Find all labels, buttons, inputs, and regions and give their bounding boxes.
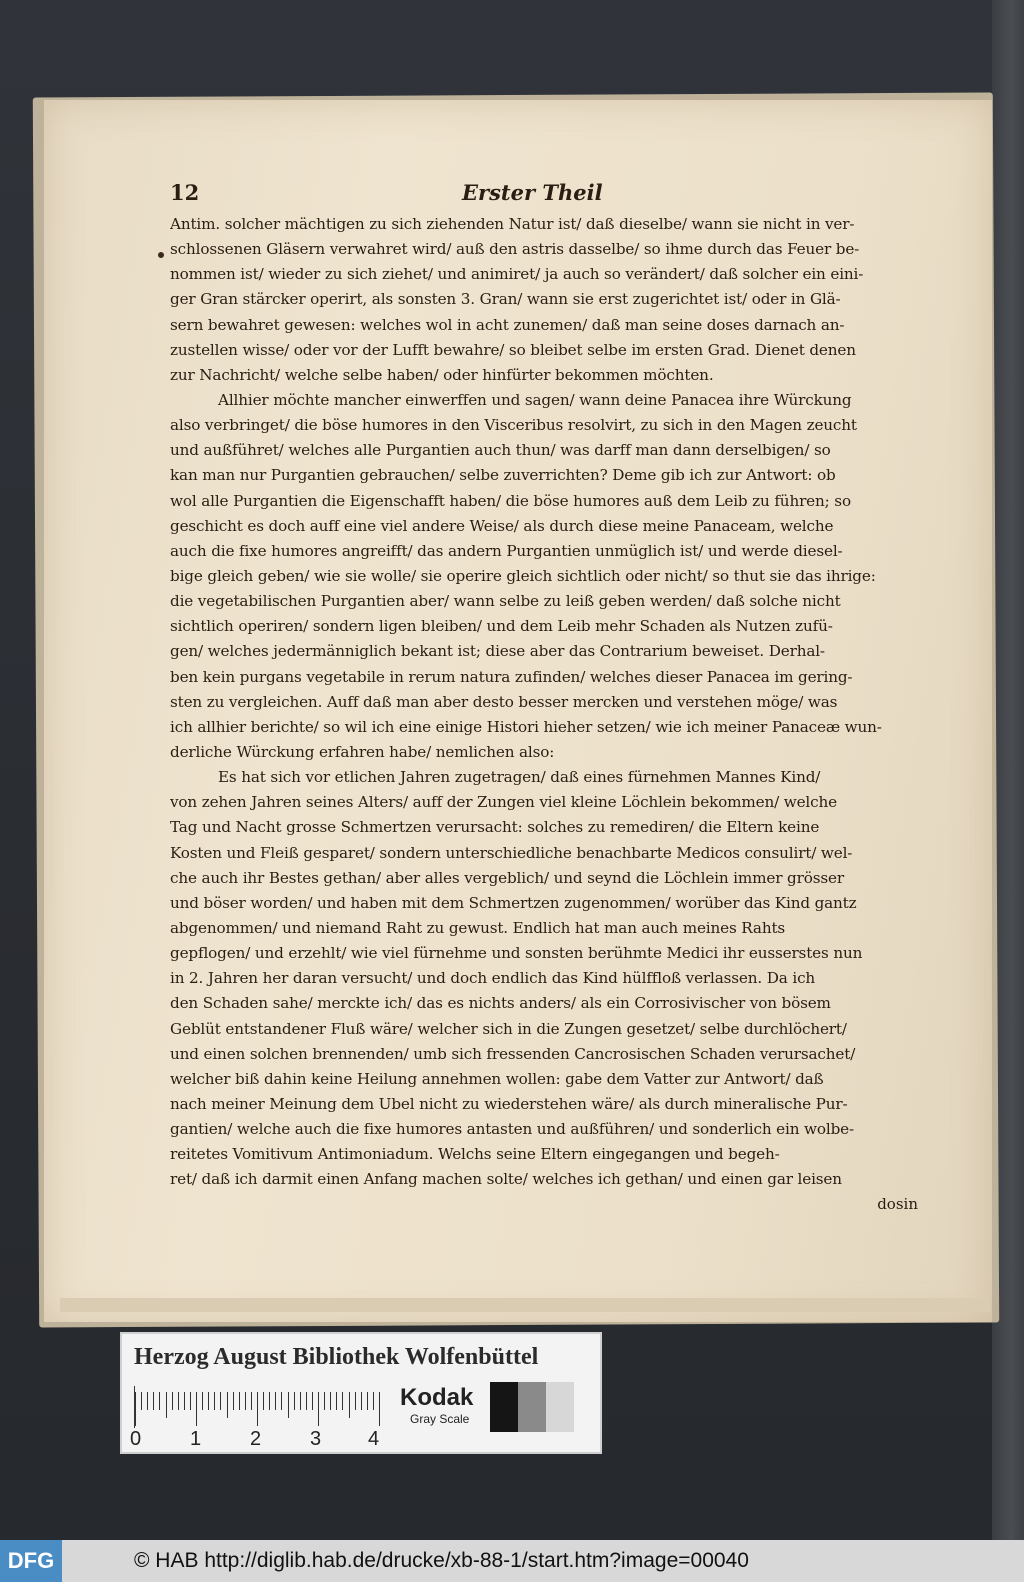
margin-mark — [158, 252, 164, 258]
ruler-tick — [239, 1392, 240, 1410]
text-line: Geblüt entstandener Fluß wäre/ welcher sich in die Zungen gesetzet/ selbe durchlöchert/ — [170, 1019, 847, 1038]
copyright-link[interactable]: © HAB http://diglib.hab.de/drucke/xb-88-1/start.htm?image=00040 — [134, 1549, 749, 1572]
ruler-tick — [373, 1392, 374, 1410]
ruler-tick — [288, 1392, 289, 1418]
ruler-tick — [312, 1392, 313, 1410]
ruler-tick — [275, 1392, 276, 1410]
ruler-number: 2 — [250, 1428, 262, 1450]
ruler-number: 1 — [190, 1428, 202, 1450]
text-line: auch die fixe humores angreifft/ das andern Purgantien unmüglich ist/ und werde diesel- — [170, 541, 843, 560]
ruler-tick — [294, 1392, 295, 1410]
text-line: geschicht es doch auff eine viel andere Weise/ als durch diese meine Panaceam, welche — [170, 516, 834, 535]
text-line: reitetes Vomitivum Antimoniadum. Welchs seine Eltern eingegangen und begeh- — [170, 1145, 780, 1164]
text-line: schlossenen Gläsern verwahret wird/ auß den astris dasselbe/ so ihme durch das Feuer be- — [170, 240, 860, 259]
ruler-tick — [281, 1392, 282, 1410]
ruler-tick — [324, 1392, 325, 1410]
swatch-light-gray — [546, 1382, 574, 1432]
text-line: gen/ welches jedermänniglich bekant ist; diese aber das Contrarium beweiset. Derhal- — [170, 642, 825, 661]
ruler-tick — [330, 1392, 331, 1410]
text-line: in 2. Jahren her daran versucht/ und doch endlich das Kind hülffloß verlassen. Da ich — [170, 969, 816, 988]
text-line: gepflogen/ und erzehlt/ wie viel fürnehme und sonsten berühmte Medici ihr eusserstes nun — [170, 944, 863, 963]
ruler-tick — [147, 1392, 148, 1410]
library-name: Herzog August Bibliothek Wolfenbüttel — [134, 1344, 539, 1370]
text-line: bige gleich geben/ wie sie wolle/ sie operire gleich sichtlich oder nicht/ so thut sie das ihrige: — [170, 566, 876, 585]
text-line: und einen solchen brennenden/ umb sich fressenden Cancrosischen Schaden verursachet/ — [170, 1044, 856, 1063]
ruler-tick — [196, 1392, 197, 1426]
text-line: und außführet/ welches alle Purgantien auch thun/ was darff man dann derselbigen/ so — [170, 441, 831, 460]
catchword: dosin — [877, 1195, 918, 1214]
text-line: zustellen wisse/ oder vor der Lufft bewahre/ so bleibet selbe im ersten Grad. Dienet denen — [170, 340, 856, 359]
text-line: also verbringet/ die böse humores in den Visceribus resolvirt, zu sich in den Magen zeucht — [170, 416, 857, 435]
text-line: wol alle Purgantien die Eigenschafft haben/ die böse humores auß dem Leib zu führen; so — [170, 491, 851, 510]
text-line: ich allhier berichte/ so wil ich eine einige Histori hieher setzen/ wie ich meiner Panaceæ wun- — [170, 717, 882, 736]
ruler-tick — [184, 1392, 185, 1410]
ruler-tick — [379, 1392, 380, 1426]
text-line: die vegetabilischen Purgantien aber/ wann selbe zu leiß geben werden/ daß solche nicht — [170, 592, 841, 611]
text-line: ger Gran stärcker operirt, als sonsten 3. Gran/ wann sie erst zugerichtet ist/ oder in Glä- — [170, 290, 841, 309]
gray-scale-label: Gray Scale — [410, 1412, 470, 1426]
text-line: Allhier möchte mancher einwerffen und sagen/ wann deine Panacea ihre Würckung — [218, 390, 852, 409]
page-bottom-edge — [60, 1298, 990, 1312]
text-line: gantien/ welche auch die fixe humores antasten und außführen/ und sonderlich ein wolbe- — [170, 1120, 854, 1139]
running-head-title: Erster Theil — [462, 180, 603, 205]
text-line: Kosten und Fleiß gesparet/ sondern unterschiedliche benachbarte Medicos consulirt/ wel- — [170, 843, 853, 862]
ruler-tick — [214, 1392, 215, 1410]
ruler-tick — [220, 1392, 221, 1410]
running-head — [170, 178, 930, 212]
text-line: nach meiner Meinung dem Ubel nicht zu wiederstehen wäre/ als durch mineralische Pur- — [170, 1094, 848, 1113]
text-line: von zehen Jahren seines Alters/ auff der Zungen viel kleine Löchlein bekommen/ welche — [170, 793, 837, 812]
ruler-tick — [233, 1392, 234, 1410]
ruler-tick — [251, 1392, 252, 1410]
ruler-tick — [361, 1392, 362, 1410]
text-line: ret/ daß ich darmit einen Anfang machen solte/ welches ich gethan/ und einen gar leisen — [170, 1170, 842, 1189]
ruler-tick — [367, 1392, 368, 1410]
ruler-tick — [342, 1392, 343, 1410]
ruler-tick — [166, 1392, 167, 1418]
body-text — [170, 212, 930, 1192]
page-number: 12 — [170, 180, 200, 205]
swatch-black — [490, 1382, 518, 1432]
text-line: nommen ist/ wieder zu sich ziehet/ und animiret/ ja auch so verändert/ daß solcher ein eini- — [170, 265, 864, 284]
ruler-tick — [306, 1392, 307, 1410]
kodak-logo: Kodak — [400, 1384, 474, 1411]
ruler-tick — [153, 1392, 154, 1410]
text-line: che auch ihr Bestes gethan/ aber alles vergeblich/ und seynd die Löchlein immer grösser — [170, 868, 844, 887]
color-target-card — [120, 1332, 602, 1454]
text-line: den Schaden sahe/ merckte ich/ das es nichts anders/ als ein Corrosivischer von bösem — [170, 994, 831, 1013]
ruler-number: 4 — [368, 1428, 380, 1450]
text-line: derliche Würckung erfahren habe/ nemlichen also: — [170, 742, 555, 761]
text-line: Tag und Nacht grosse Schmertzen verursacht: solches zu remediren/ die Eltern keine — [170, 818, 820, 837]
text-line: ben kein purgans vegetabile in rerum natura zufinden/ welches dieser Panacea im gering- — [170, 667, 853, 686]
ruler-number: 0 — [130, 1428, 142, 1450]
ruler-tick — [300, 1392, 301, 1410]
ruler-tick — [141, 1392, 142, 1410]
ruler-tick — [172, 1392, 173, 1410]
ruler-tick — [208, 1392, 209, 1410]
swatch-gray — [518, 1382, 546, 1432]
text-line: kan man nur Purgantien gebrauchen/ selbe zuverrichten? Deme gib ich zur Antwort: ob — [170, 466, 836, 485]
text-line: abgenommen/ und niemand Raht zu gewust. Endlich hat man auch meines Rahts — [170, 918, 786, 937]
ruler-tick — [263, 1392, 264, 1410]
ruler-scale — [134, 1386, 399, 1428]
ruler-tick — [202, 1392, 203, 1410]
ruler-number: 3 — [310, 1428, 322, 1450]
page-text-block — [170, 178, 930, 1216]
ruler-tick — [257, 1392, 258, 1426]
ruler-tick — [159, 1392, 160, 1410]
footer-bar — [0, 1540, 1024, 1582]
ruler-tick — [135, 1392, 136, 1426]
text-line: sern bewahret gewesen: welches wol in acht zunemen/ daß man seine doses darnach an- — [170, 315, 845, 334]
ruler-tick — [190, 1392, 191, 1410]
ruler-tick — [336, 1392, 337, 1410]
text-line: zur Nachricht/ welche selbe haben/ oder hinfürter bekommen möchten. — [170, 365, 714, 384]
text-line: sten zu vergleichen. Auff daß man aber desto besser mercken und verstehen möge/ was — [170, 692, 838, 711]
ruler-tick — [349, 1392, 350, 1418]
ruler-tick — [355, 1392, 356, 1410]
ruler-tick — [269, 1392, 270, 1410]
ruler-tick — [318, 1392, 319, 1426]
text-line: welcher biß dahin keine Heilung annehmen wollen: gabe dem Vatter zur Antwort/ daß — [170, 1069, 824, 1088]
dfg-logo: DFG — [0, 1540, 62, 1582]
text-line: sichtlich operiren/ sondern ligen bleiben/ und dem Leib mehr Schaden als Nutzen zufü- — [170, 617, 833, 636]
ruler-tick — [178, 1392, 179, 1410]
text-line: Antim. solcher mächtigen zu sich ziehenden Natur ist/ daß dieselbe/ wann sie nicht in ver- — [170, 215, 855, 233]
ruler-tick — [227, 1392, 228, 1418]
text-line: Es hat sich vor etlichen Jahren zugetragen/ daß eines fürnehmen Mannes Kind/ — [218, 768, 821, 787]
ruler-tick — [245, 1392, 246, 1410]
text-line: und böser worden/ und haben mit dem Schmertzen zugenommen/ worüber das Kind gantz — [170, 893, 857, 912]
